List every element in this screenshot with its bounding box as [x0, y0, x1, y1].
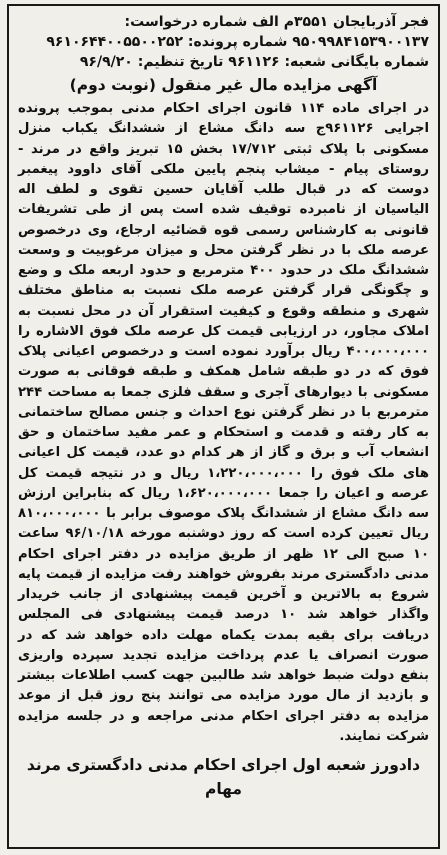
notice-title: آگهی مزایده مال غیر منقول (نوبت دوم): [69, 76, 378, 94]
signature-line-1: دادورز شعبه اول اجرای احکام مدنی دادگستری مرند: [26, 756, 421, 774]
notice-body: در اجرای ماده ۱۱۴ قانون اجرای احکام مدنی بموجب پرونده اجرایی ۹۶۱۱۲۶ج سه دانگ مشاع از ششدانگ یکباب منزل مسکونی با پلاک ثبتی ۱۷/۷۱۲ بخش ۱۵ تبریز واقع در مرند - روستای پیام - میشاب پنجم پایین ملکی آقای داوود پیغمبر دوست که در قبال طلب آقایان حسین تقوی و لطف اله الیاسیان از نامبرده توقیف شده است پس از طی تشریفات قانونی به کارشناس رسمی قوه قضائیه ارجاع، وی درخصوص عرصه ملک با در نظر گرفتن محل و میزان مرغوبیت و وسعت ششدانگ ملک در حدود ۴۰۰ مترمربع و حدود اربعه ملک و وضع و چگونگی قرار گرفتن عرصه ملک نسبت به مناطق مختلف شهری و منطقه وقوع و کیفیت استقرار آن در محل نسبت به املاک مجاور، در ارزیابی قیمت کل عرصه ملک فوق الاشاره را ۴۰۰،۰۰۰،۰۰۰ ریال برآورد نموده است و درخصوص اعیانی پلاک فوق که در دو طبقه شامل همکف و طبقه فوقانی به صورت مسکونی با دیوارهای آجری و سقف فلزی جمعا به مساحت ۲۴۴ مترمربع با در نظر گرفتن نوع احداث و جنس مصالح ساختمانی به کار رفته و قدمت و استحکام و عمر مفید ساختمان و حق انشعاب آب و برق و گاز از هر کدام دو عدد، قیمت کل اعیانی های ملک فوق را ۱،۲۲۰،۰۰۰،۰۰۰ ریال و در نتیجه قیمت کل عرصه و اعیان را جمعا ۱،۶۲۰،۰۰۰،۰۰۰ ریال که بنابراین ارزش سه دانگ مشاع از ششدانگ پلاک موصوف برابر با ۸۱۰،۰۰۰،۰۰۰ ریال تعیین کرده است که روز دوشنبه مورخه ۹۶/۱۰/۱۸ ساعت ۱۰ صبح الی ۱۲ ظهر از طریق مزایده در دفتر اجرای احکام مدنی دادگستری مرند بفروش خواهند رفت مزایده از قیمت پایه شروع به بالاترین و آخرین قیمت پیشنهادی از جانب خریدار واگذار خواهد شد ۱۰ درصد قیمت پیشنهادی فی المجلس دریافت برای بقیه بمدت یکماه مهلت داده خواهد شد که در صورت انصراف یا عدم پرداخت مزایده تجدید سپرده واریزی بنفع دولت ضبط خواهد شد طالبین جهت کسب اطلاعات بیشتر و بازدید از مال مورد مزایده می توانند پنج روز قبل از موعد مزایده به دفتر اجرای احکام مدنی مراجعه و در جلسه مزایده شرکت نمایند.: [18, 101, 430, 744]
case-number-line: ۹۵۰۹۹۸۴۱۵۳۹۰۰۱۳۷ شماره پرونده: ۹۶۱۰۶۴۴۰۰۵۵۰۰۲۵۲: [46, 34, 429, 50]
signature-block: [18, 753, 429, 801]
request-number-line: فجر آذربایجان ۳۵۵۱م الف شماره درخواست:: [124, 14, 429, 30]
notice-frame: [7, 4, 440, 849]
signature-line-2: مهام: [204, 780, 242, 798]
archive-number-line: شماره بایگانی شعبه: ۹۶۱۱۲۶ تاریخ تنظیم: ۹۶/۹/۲۰: [79, 54, 429, 70]
